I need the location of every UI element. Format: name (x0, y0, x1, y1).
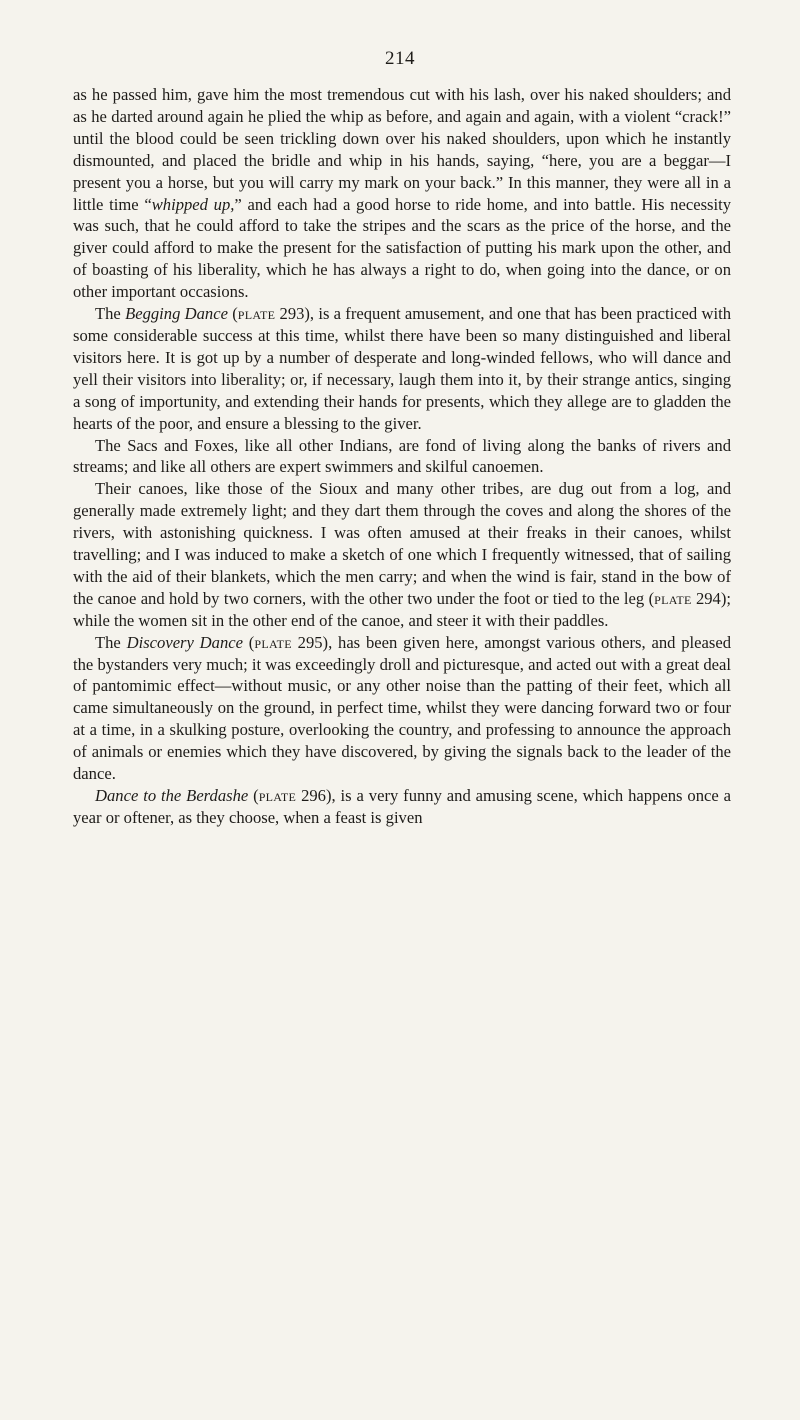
body-text (73, 84, 731, 829)
text-run: The (95, 632, 127, 652)
paragraph (73, 632, 731, 785)
plate-label: plate (254, 632, 292, 652)
text-run: ( (248, 786, 259, 805)
paragraph (73, 435, 731, 479)
text-run: 294); while the women sit in the other end of the canoe, and steer it with their paddles. (73, 588, 731, 630)
paragraph (73, 478, 731, 631)
italic-run: whipped up, (151, 194, 235, 214)
italic-run: Discovery Dance (126, 632, 243, 652)
page-number: 214 (385, 48, 415, 69)
plate-label: plate (654, 588, 692, 608)
paragraph (73, 785, 731, 829)
text-run: 293), is a frequent amusement, and one that has been practiced with some considerable success at this time, whilst there have been so many distinguished and liberal visitors here. It is got up by a number of desperate and long-winded fellows, who will dance and yell their visitors into liberality; or, if necessary, laugh them into it, by their strange antics, singing a song of importunity, and extending their hands for presents, which they allege are to gladden the hearts of the poor, and ensure a blessing to the giver. (73, 304, 731, 433)
text-run: 295), has been given here, amongst various others, and pleased the bystanders very much; it was exceedingly droll and picturesque, and acted out with a great deal of pantomimic effect—without music, or any other noise than the patting of their feet, which all came simultaneously on the ground, in perfect time, whilst they were dancing forward two or four at a time, in a skulking posture, overlooking the country, and professing to announce the approach of animals or enemies which they have discovered, by giving the signals back to the leader of the dance. (73, 632, 731, 784)
text-run: The Sacs and Foxes, like all other Indians, are fond of living along the banks of rivers and streams; and like all others are expert swimmers and skilful canoemen. (73, 435, 731, 477)
paragraph (73, 84, 731, 303)
text-run: ” and each had a good horse to ride home, and into battle. His necessity was such, that he could afford to take the stripes and the scars as the price of the horse, and the giver could afford to make the present for the satisfaction of putting his mark upon the other, and of boasting of his liberality, which he has always a right to do, when going into the dance, or on other important occasions. (73, 194, 732, 302)
plate-label: plate (237, 304, 276, 324)
italic-run: Dance to the Berdashe (95, 786, 249, 805)
text-run: The (95, 304, 126, 324)
text-run: ( (243, 632, 255, 652)
italic-run: Begging Dance (125, 304, 228, 324)
text-run: ( (227, 304, 238, 324)
text-run: 296), is a very funny and amusing scene, which happens once a year or oftener, as they choose, when a feast is given (73, 786, 731, 827)
text-run: Their canoes, like those of the Sioux and many other tribes, are dug out from a log, and generally made extremely light; and they dart them through the coves and along the shores of the rivers, with astonishing quickness. I was often amused at their freaks in their canoes, whilst travelling; and I was induced to make a sketch of one which I frequently witnessed, that of sailing with the aid of their blankets, which the men carry; and when the wind is fair, stand in the bow of the canoe and hold by two corners, with the other two under the foot or tied to the leg ( (73, 479, 731, 608)
paragraph (73, 303, 731, 434)
text-run: as he passed him, gave him the most tremendous cut with his lash, over his naked shoulders; and as he darted around again he plied the whip as before, and again and again, with a violent “crack!” until the blood could be seen trickling down over his naked shoulders, upon which he instantly dismounted, and placed the bridle and whip in his hands, saying, “here, you are a beggar—I present you a horse, but you will carry my mark on your back.” In this manner, they were all in a little time “ (73, 85, 731, 214)
plate-label: plate (258, 786, 297, 805)
